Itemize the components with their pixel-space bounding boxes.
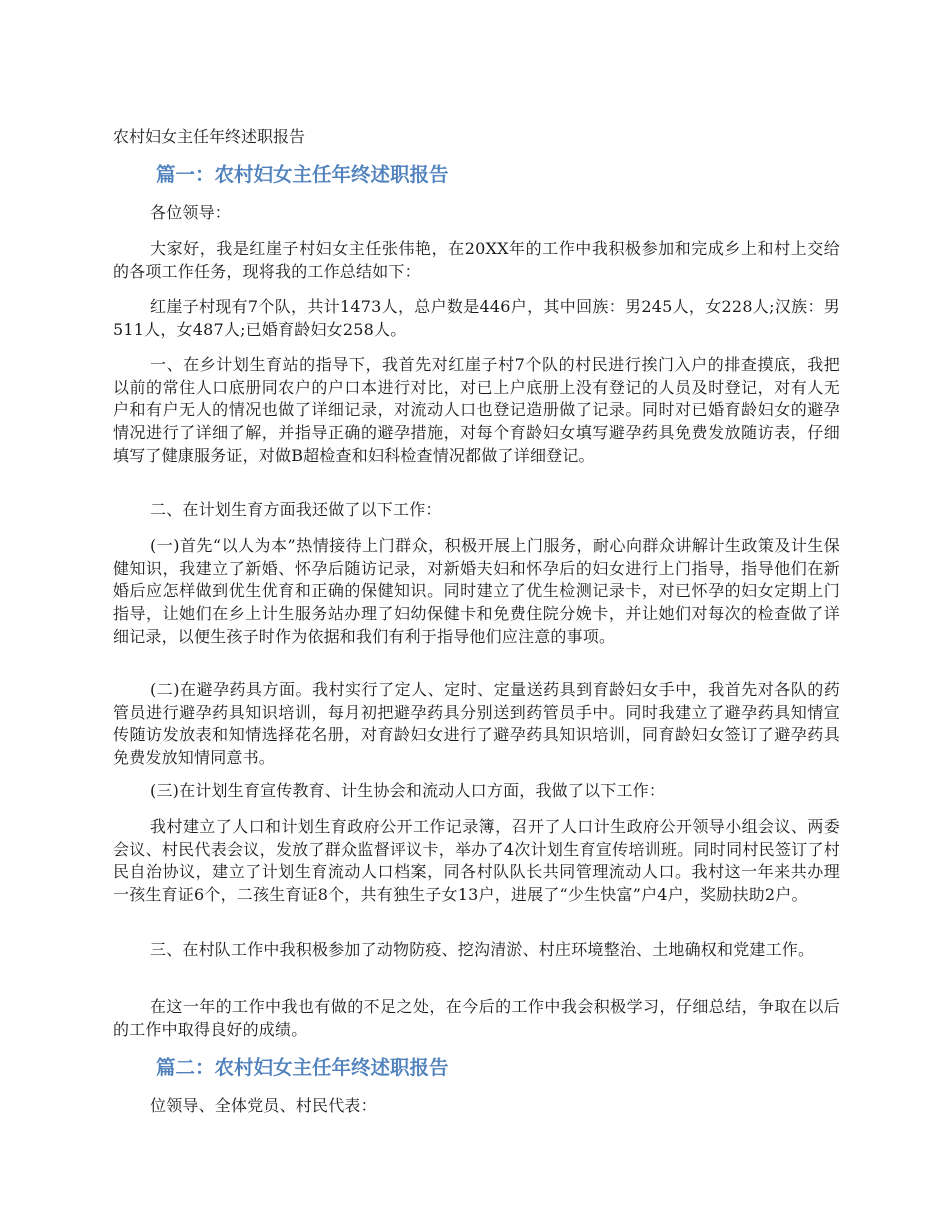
paragraph: 在这一年的工作中我也有做的不足之处，在今后的工作中我会积极学习，仔细总结，争取在以后的工作中取得良好的成绩。 xyxy=(113,997,840,1039)
paragraph: 我村建立了人口和计划生育政府公开工作记录簿，召开了人口计生政府公开领导小组会议、两委会议、村民代表会议，发放了群众监督评议卡，举办了4次计划生育宣传培训班。同时同村民签订了村民自治协议，建立了计划生育流动人口档案，同各村队队长共同管理流动人口。我村这一年来共办理一孩生育证6个，二孩生育证8个，共有独生子女13户，进展了“少生快富”户4户，奖励扶助2户。 xyxy=(113,817,840,905)
paragraph: 大家好，我是红崖子村妇女主任张伟艳，在20XX年的工作中我积极参加和完成乡上和村上交给的各项工作任务，现将我的工作总结如下： xyxy=(113,239,840,281)
section-heading-2: 篇二：农村妇女主任年终述职报告 xyxy=(156,1056,449,1079)
paragraph: 各位领导： xyxy=(150,203,232,222)
paragraph: (二)在避孕药具方面。我村实行了定人、定时、定量送药具到育龄妇女手中，我首先对各队的药管员进行避孕药具知识培训，每月初把避孕药具分别送到药管员手中。同时我建立了避孕药具知情宣传随访发放表和知情选择花名册，对育龄妇女进行了避孕药具知识培训，同育龄妇女签订了避孕药具免费发放知情同意书。 xyxy=(113,680,840,768)
section-heading-1: 篇一：农村妇女主任年终述职报告 xyxy=(156,163,449,186)
paragraph: (一)首先“以人为本”热情接待上门群众，积极开展上门服务，耐心向群众讲解计生政策及计生保健知识，我建立了新婚、怀孕后随访记录，对新婚夫妇和怀孕后的妇女进行上门指导，指导他们在新婚后应怎样做到优生优育和正确的保健知识。同时建立了优生检测记录卡，对已怀孕的妇女定期上门指导，让她们在乡上计生服务站办理了妇幼保健卡和免费住院分娩卡，并让她们对每次的检查做了详细记录，以便生孩子时作为依据和我们有利于指导他们应注意的事项。 xyxy=(113,536,840,646)
paragraph: 位领导、全体党员、村民代表： xyxy=(150,1096,377,1115)
paragraph: 红崖子村现有7个队，共计1473人，总户数是446户，其中回族：男245人，女228人;汉族：男511人，女487人;已婚育龄妇女258人。 xyxy=(113,297,840,339)
document-title: 农村妇女主任年终述职报告 xyxy=(113,127,306,146)
paragraph: (三)在计划生育宣传教育、计生协会和流动人口方面，我做了以下工作： xyxy=(150,781,666,800)
paragraph: 三、在村队工作中我积极参加了动物防疫、挖沟清淤、村庄环境整治、土地确权和党建工作。 xyxy=(150,940,815,959)
paragraph: 一、在乡计划生育站的指导下，我首先对红崖子村7个队的村民进行挨门入户的排查摸底，我把以前的常住人口底册同农户的户口本进行对比，对已上户底册上没有登记的人员及时登记，对有人无户和有户无人的情况也做了详细记录，对流动人口也登记造册做了记录。同时对已婚育龄妇女的避孕情况进行了详细了解，并指导正确的避孕措施，对每个育龄妇女填写避孕药具免费发放随访表，仔细填写了健康服务证，对做B超检查和妇科检查情况都做了详细登记。 xyxy=(113,355,840,465)
paragraph: 二、在计划生育方面我还做了以下工作： xyxy=(150,500,442,519)
